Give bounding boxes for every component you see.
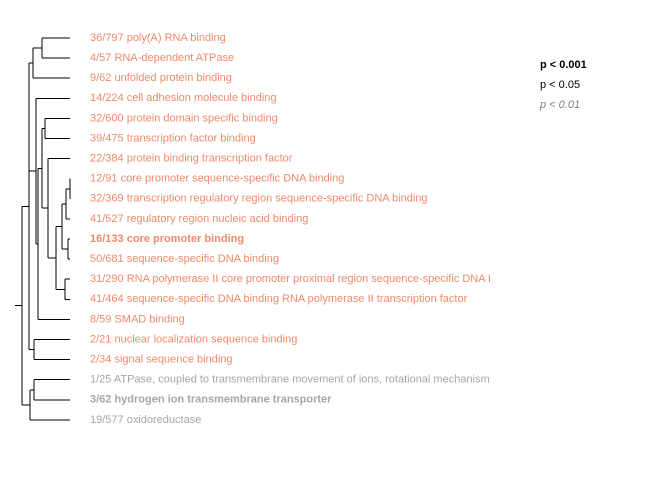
legend-entry-bold: p < 0.001 <box>540 59 587 71</box>
dendrogram-tree <box>15 38 70 420</box>
term-label: 2/34 signal sequence binding <box>90 353 233 366</box>
term-label: 50/681 sequence-specific DNA binding <box>90 253 279 266</box>
term-label: 9/62 unfolded protein binding <box>90 72 232 85</box>
term-label: 4/57 RNA-dependent ATPase <box>90 52 235 65</box>
term-label: 3/62 hydrogen ion transmembrane transporter <box>90 393 332 406</box>
term-label: 31/290 RNA polymerase II core promoter proximal region sequence-specific DNA I <box>90 273 492 286</box>
term-label: 22/384 protein binding transcription factor <box>90 152 293 165</box>
term-label: 12/91 core promoter sequence-specific DNA binding <box>90 172 345 185</box>
term-label: 32/600 protein domain specific binding <box>90 112 278 125</box>
term-label: 36/797 poly(A) RNA binding <box>90 31 226 44</box>
term-label: 39/475 transcription factor binding <box>90 132 256 145</box>
term-label: 16/133 core promoter binding <box>90 232 245 245</box>
term-label: 1/25 ATPase, coupled to transmembrane movement of ions, rotational mechanism <box>90 373 490 386</box>
term-label: 14/224 cell adhesion molecule binding <box>90 92 277 105</box>
term-label: 32/369 transcription regulatory region sequence-specific DNA binding <box>90 192 428 205</box>
term-label: 41/527 regulatory region nucleic acid binding <box>90 212 309 225</box>
legend-entry-normal: p < 0.05 <box>540 79 581 91</box>
term-label: 19/577 oxidoreductase <box>90 413 202 426</box>
legend-entry-italic: p < 0.01 <box>540 99 581 111</box>
term-label: 2/21 nuclear localization sequence binding <box>90 333 298 346</box>
term-label: 8/59 SMAD binding <box>90 313 185 326</box>
term-labels <box>90 32 491 426</box>
legend <box>540 55 587 115</box>
term-label: 41/464 sequence-specific DNA binding RNA polymerase II transcription factor <box>90 293 468 306</box>
